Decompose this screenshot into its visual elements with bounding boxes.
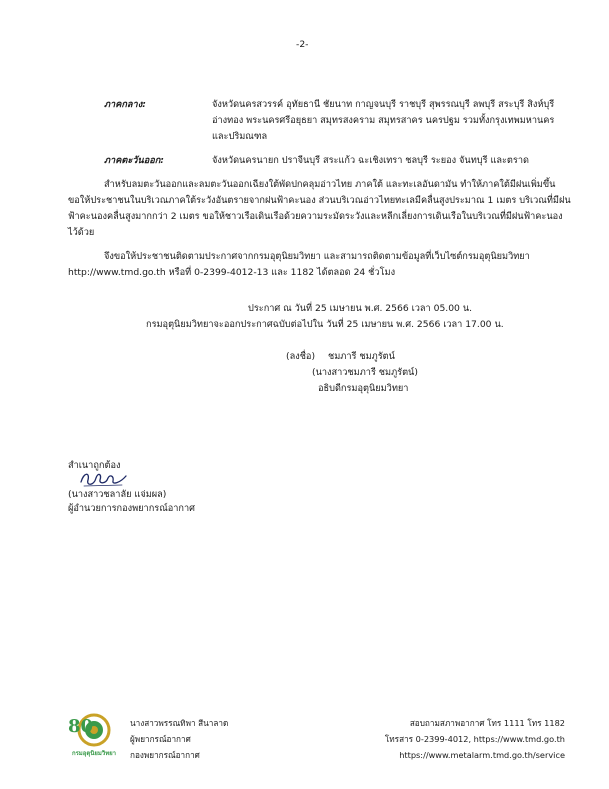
region-label-central: ภาคกลาง: — [104, 99, 146, 110]
certified-heading: สำเนาถูกต้อง — [68, 460, 121, 471]
footer-contact-fax: โทรสาร 0-2399-4012, https://www.tmd.go.th — [384, 734, 565, 744]
paragraph-1-line-3: ฟ้าคะนองคลื่นสูงมากกว่า 2 เมตร ขอให้ชาวเรือเดินเรือด้วยความระมัดระวังและหลีกเลี่ยงการเดินเรือในบริเวณที่มีฝนฟ้าคะนอง — [68, 211, 563, 222]
paragraph-2-line-2: http://www.tmd.go.th หรือที่ 0-2399-4012-13 และ 1182 ได้ตลอด 24 ชั่วโมง — [68, 267, 396, 278]
footer-contact-url[interactable]: https://www.metalarm.tmd.go.th/service — [399, 750, 565, 760]
tmd-80th-anniversary-logo — [64, 712, 124, 758]
paragraph-1-line-4: ไว้ด้วย — [68, 227, 95, 238]
footer-forecaster-name: นางสาวพรรณทิพา สีนาลาด — [130, 718, 229, 728]
handwritten-signature — [78, 468, 130, 490]
certified-name: (นางสาวชลาลัย แจ่มผล) — [68, 489, 167, 500]
logo-number: 80 — [68, 716, 94, 737]
next-announce: กรมอุตุนิยมวิทยาจะออกประกาศฉบับต่อไปใน วันที่ 25 เมษายน พ.ศ. 2566 เวลา 17.00 น. — [146, 319, 504, 330]
signature-full-name: (นางสาวชมภารี ชมภูรัตน์) — [312, 367, 418, 378]
logo-text: กรมอุตุนิยมวิทยา — [71, 750, 117, 757]
footer-forecaster-role: ผู้พยากรณ์อากาศ — [130, 734, 191, 744]
paragraph-2-line-1: จึงขอให้ประชาชนติดตามประกาศจากกรมอุตุนิยมวิทยา และสามารถติดตามข้อมูลที่เว็บไซต์กรมอุตุนิยมวิทยา — [104, 251, 530, 262]
region-east-line-1: จังหวัดนครนายก ปราจีนบุรี สระแก้ว ฉะเชิงเทรา ชลบุรี ระยอง จันทบุรี และตราด — [212, 155, 529, 166]
announce-date: ประกาศ ณ วันที่ 25 เมษายน พ.ศ. 2566 เวลา 05.00 น. — [248, 303, 473, 314]
region-central-line-3: และปริมณฑล — [212, 131, 268, 142]
paragraph-1-line-1: สำหรับลมตะวันออกและลมตะวันออกเฉียงใต้พัดปกคลุมอ่าวไทย ภาคใต้ และทะเลอันดามัน ทำให้ภาคใต้มีฝนเพิ่มขึ้น — [104, 179, 556, 190]
region-label-east: ภาคตะวันออก: — [104, 155, 164, 166]
signature-title: อธิบดีกรมอุตุนิยมวิทยา — [318, 383, 409, 394]
paragraph-1-line-2: ขอให้ประชาชนในบริเวณภาคใต้ระวังอันตรายจากฝนฟ้าคะนอง ส่วนบริเวณอ่าวไทยทะเลมีคลื่นสูงประมาณ 1 เมตร บริเวณที่มีฝน — [68, 195, 571, 206]
footer-forecaster-division: กองพยากรณ์อากาศ — [130, 750, 200, 760]
region-central-line-2: อ่างทอง พระนครศรีอยุธยา สมุทรสงคราม สมุทรสาคร นครปฐม รวมทั้งกรุงเทพมหานคร — [212, 115, 555, 126]
certified-title: ผู้อำนวยการกองพยากรณ์อากาศ — [68, 503, 195, 514]
region-central-line-1: จังหวัดนครสวรรค์ อุทัยธานี ชัยนาท กาญจนบุรี ราชบุรี สุพรรณบุรี ลพบุรี สระบุรี สิงห์บุรี — [212, 99, 555, 110]
page-number: -2- — [296, 39, 309, 50]
signature-label: (ลงชื่อ) — [286, 351, 316, 362]
footer-contact-phone: สอบถามสภาพอากาศ โทร 1111 โทร 1182 — [409, 718, 565, 728]
signature-name: ชมภารี ชมภูรัตน์ — [328, 351, 395, 362]
